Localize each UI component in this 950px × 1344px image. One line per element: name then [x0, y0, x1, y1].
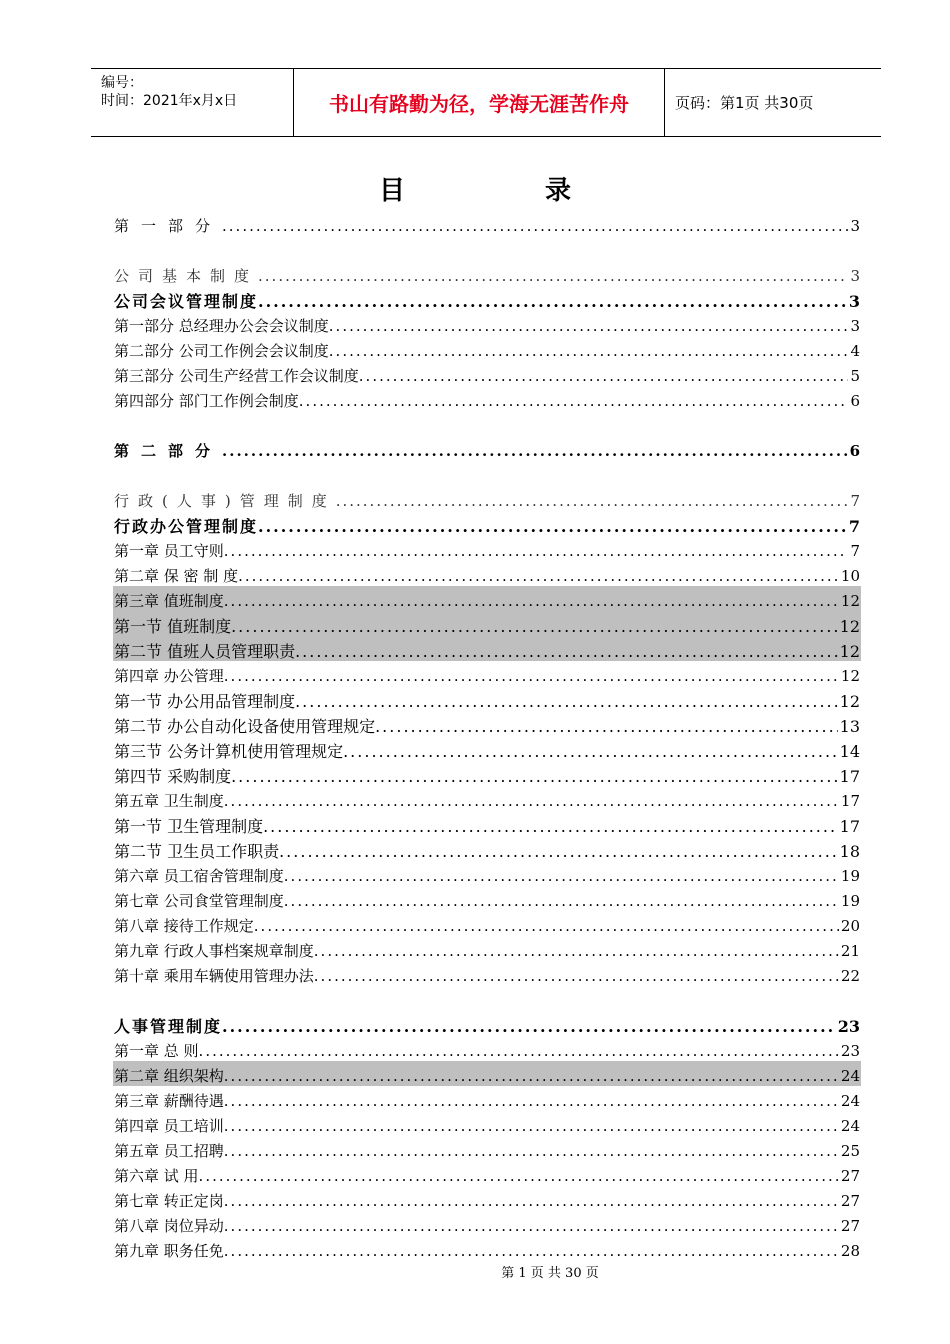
toc-entry-label: 第五章 卫生制度 — [114, 792, 224, 810]
toc-entry[interactable] — [113, 636, 861, 661]
toc-entry-page: 27 — [840, 1167, 860, 1185]
toc-spacer — [113, 461, 861, 486]
toc-entry[interactable] — [113, 361, 861, 386]
toc-dot-leader — [295, 692, 838, 711]
toc-entry-label: 第一章 总 则 — [114, 1042, 199, 1060]
toc-entry[interactable] — [113, 1186, 861, 1211]
toc-dot-leader — [329, 342, 849, 361]
toc-dot-leader — [224, 1067, 839, 1086]
toc-dot-leader — [314, 942, 839, 961]
toc-entry[interactable] — [113, 561, 861, 586]
toc-entry[interactable] — [113, 336, 861, 361]
toc-dot-leader — [314, 967, 839, 986]
toc-entry-label: 第六章 员工宿舍管理制度 — [114, 867, 284, 885]
toc-entry[interactable] — [113, 1211, 861, 1236]
toc-entry[interactable] — [113, 711, 861, 736]
toc-dot-leader — [329, 317, 849, 336]
toc-entry[interactable] — [113, 286, 861, 311]
toc-entry-label: 第三章 值班制度 — [114, 592, 224, 610]
toc-entry-label: 第十章 乘用车辆使用管理办法 — [114, 967, 314, 985]
toc-entry-page: 22 — [840, 967, 860, 985]
toc-entry-page: 27 — [840, 1192, 860, 1210]
toc-entry-page: 23 — [840, 1042, 860, 1060]
toc-entry-label: 第二节 卫生员工作职责 — [114, 842, 280, 861]
toc-dot-leader — [222, 1017, 836, 1036]
toc-entry-page: 3 — [850, 317, 860, 335]
toc-entry-page: 13 — [839, 717, 860, 736]
toc-entry-label: 公司会议管理制度 — [114, 292, 259, 311]
toc-entry-page: 6 — [850, 392, 860, 410]
document-number-label: 编号： — [101, 75, 143, 91]
toc-entry-label: 第四章 员工培训 — [114, 1117, 224, 1135]
toc-entry[interactable] — [113, 1086, 861, 1111]
toc-entry-label: 第六章 试 用 — [114, 1167, 199, 1185]
toc-dot-leader — [263, 817, 838, 836]
toc-entry-page: 24 — [840, 1117, 860, 1135]
toc-entry-page: 20 — [840, 917, 860, 935]
toc-dot-leader — [224, 667, 839, 686]
toc-entry[interactable] — [113, 611, 861, 636]
toc-entry-page: 7 — [850, 542, 860, 560]
toc-entry-page: 3 — [848, 292, 860, 311]
toc-entry-page: 17 — [839, 817, 860, 836]
toc-entry-page: 24 — [840, 1067, 860, 1085]
toc-dot-leader — [224, 1142, 839, 1161]
toc-entry-label: 第七章 公司食堂管理制度 — [114, 892, 284, 910]
toc-entry-page: 19 — [840, 867, 860, 885]
toc-dot-leader — [224, 1242, 839, 1261]
toc-entry[interactable] — [113, 486, 861, 511]
toc-dot-leader — [224, 792, 839, 811]
toc-dot-leader — [359, 367, 849, 386]
toc-entry-label: 第一部分 — [114, 217, 223, 235]
toc-dot-leader — [336, 492, 849, 511]
toc-entry-page: 28 — [840, 1242, 860, 1260]
toc-entry[interactable] — [113, 536, 861, 561]
toc-dot-leader — [258, 267, 848, 286]
toc-dot-leader — [224, 1117, 839, 1136]
toc-entry-page: 17 — [840, 792, 860, 810]
toc-dot-leader — [295, 642, 838, 661]
toc-entry-page: 19 — [840, 892, 860, 910]
toc-entry[interactable] — [113, 836, 861, 861]
toc-entry[interactable] — [113, 1136, 861, 1161]
toc-dot-leader — [199, 1042, 839, 1061]
toc-dot-leader — [258, 517, 847, 536]
toc-dot-leader — [224, 592, 839, 611]
toc-entry[interactable] — [113, 511, 861, 536]
toc-entry[interactable] — [113, 211, 861, 236]
toc-entry[interactable] — [113, 911, 861, 936]
toc-entry[interactable] — [113, 436, 861, 461]
toc-entry-page: 14 — [839, 742, 860, 761]
toc-entry[interactable] — [113, 961, 861, 986]
toc-entry[interactable] — [113, 311, 861, 336]
toc-dot-leader — [199, 1167, 839, 1186]
toc-entry[interactable] — [113, 1061, 861, 1086]
toc-entry[interactable] — [113, 936, 861, 961]
toc-dot-leader — [231, 767, 838, 786]
toc-entry-page: 12 — [840, 592, 860, 610]
toc-entry-label: 第三章 薪酬待遇 — [114, 1092, 224, 1110]
toc-dot-leader — [224, 1192, 839, 1211]
toc-entry-page: 17 — [839, 767, 860, 786]
toc-entry-page: 12 — [839, 642, 860, 661]
toc-spacer — [113, 411, 861, 436]
toc-entry-label: 第二部分 — [114, 442, 223, 460]
toc-dot-leader — [224, 1092, 839, 1111]
toc-entry-label: 第一节 办公用品管理制度 — [114, 692, 296, 711]
toc-dot-leader — [231, 617, 838, 636]
toc-entry-label: 第四章 办公管理 — [114, 667, 224, 685]
toc-entry-label: 行政(人事)管理制度 — [114, 492, 336, 510]
toc-entry-page: 3 — [850, 217, 860, 235]
toc-dot-leader — [343, 742, 838, 761]
toc-dot-leader — [284, 892, 839, 911]
toc-spacer — [113, 986, 861, 1011]
toc-entry-label: 第四部分 部门工作例会制度 — [114, 392, 299, 410]
toc-dot-leader — [279, 842, 838, 861]
toc-entry[interactable] — [113, 1161, 861, 1186]
toc-dot-leader — [258, 292, 847, 311]
toc-entry-label: 行政办公管理制度 — [114, 517, 259, 536]
toc-dot-leader — [254, 917, 839, 936]
toc-entry-page: 3 — [850, 267, 860, 285]
toc-entry-page: 10 — [840, 567, 860, 585]
toc-entry-label: 第一节 值班制度 — [114, 617, 232, 636]
page-footer: 第 1 页 共 30 页 — [501, 1266, 599, 1281]
toc-entry[interactable] — [113, 386, 861, 411]
header-motto: 书山有路勤为径，学海无涯苦作舟 — [293, 69, 665, 136]
toc-dot-leader — [222, 217, 848, 236]
toc-entry-label: 第一节 卫生管理制度 — [114, 817, 264, 836]
toc-entry[interactable] — [113, 1036, 861, 1061]
toc-entry-page: 7 — [848, 517, 860, 536]
toc-entry-label: 第五章 员工招聘 — [114, 1142, 224, 1160]
page-title: 目录 — [378, 176, 711, 206]
toc-entry-label: 第三部分 公司生产经营工作会议制度 — [114, 367, 359, 385]
toc-entry-label: 第二章 组织架构 — [114, 1067, 224, 1085]
toc-entry-label: 第二节 值班人员管理职责 — [114, 642, 296, 661]
toc-entry-label: 人事管理制度 — [114, 1017, 223, 1036]
toc-dot-leader — [284, 867, 839, 886]
toc-entry-page: 12 — [839, 617, 860, 636]
toc-entry-label: 第九章 职务任免 — [114, 1242, 224, 1260]
toc-entry[interactable] — [113, 661, 861, 686]
toc-entry-label: 第一章 员工守则 — [114, 542, 224, 560]
toc-entry[interactable] — [113, 1111, 861, 1136]
toc-entry-label: 第八章 岗位异动 — [114, 1217, 224, 1235]
toc-entry-label: 第三节 公务计算机使用管理规定 — [114, 742, 344, 761]
document-time-label: 时间：2021年x月x日 — [101, 93, 238, 109]
toc-dot-leader — [375, 717, 838, 736]
toc-entry[interactable] — [113, 761, 861, 786]
toc-entry-page: 12 — [839, 692, 860, 711]
toc-entry-page: 4 — [850, 342, 860, 360]
toc-entry-label: 第二部分 公司工作例会会议制度 — [114, 342, 329, 360]
toc-entry-label: 第二章 保 密 制 度 — [114, 567, 239, 585]
toc-entry-label: 第八章 接待工作规定 — [114, 917, 254, 935]
toc-spacer — [113, 236, 861, 261]
toc-entry-page: 6 — [849, 442, 860, 460]
toc-entry[interactable] — [113, 686, 861, 711]
toc-entry-page: 5 — [850, 367, 860, 385]
header-page-info: 页码：第1页 共30页 — [675, 94, 814, 112]
toc-dot-leader — [299, 392, 849, 411]
toc-entry[interactable] — [113, 786, 861, 811]
toc-entry-label: 第一部分 总经理办公会会议制度 — [114, 317, 329, 335]
toc-entry-page: 18 — [839, 842, 860, 861]
table-of-contents — [113, 211, 861, 1261]
toc-entry-page: 21 — [840, 942, 860, 960]
toc-entry[interactable] — [113, 861, 861, 886]
toc-dot-leader — [222, 442, 848, 461]
toc-entry-page: 23 — [837, 1017, 860, 1036]
toc-entry-page: 27 — [840, 1217, 860, 1235]
toc-entry[interactable] — [113, 586, 861, 611]
toc-entry-page: 25 — [840, 1142, 860, 1160]
toc-entry-label: 第二节 办公自动化设备使用管理规定 — [114, 717, 376, 736]
document-header — [91, 68, 881, 137]
toc-dot-leader — [224, 542, 849, 561]
toc-entry[interactable] — [113, 886, 861, 911]
toc-entry-page: 12 — [840, 667, 860, 685]
toc-entry-label: 第九章 行政人事档案规章制度 — [114, 942, 314, 960]
toc-entry[interactable] — [113, 811, 861, 836]
toc-entry-page: 24 — [840, 1092, 860, 1110]
toc-entry-label: 公司基本制度 — [114, 267, 259, 285]
toc-dot-leader — [238, 567, 839, 586]
header-meta — [91, 69, 293, 136]
toc-entry[interactable] — [113, 1236, 861, 1261]
toc-entry[interactable] — [113, 261, 861, 286]
toc-entry[interactable] — [113, 1011, 861, 1036]
toc-entry[interactable] — [113, 736, 861, 761]
toc-entry-page: 7 — [850, 492, 860, 510]
toc-entry-label: 第四节 采购制度 — [114, 767, 232, 786]
toc-dot-leader — [224, 1217, 839, 1236]
toc-entry-label: 第七章 转正定岗 — [114, 1192, 224, 1210]
